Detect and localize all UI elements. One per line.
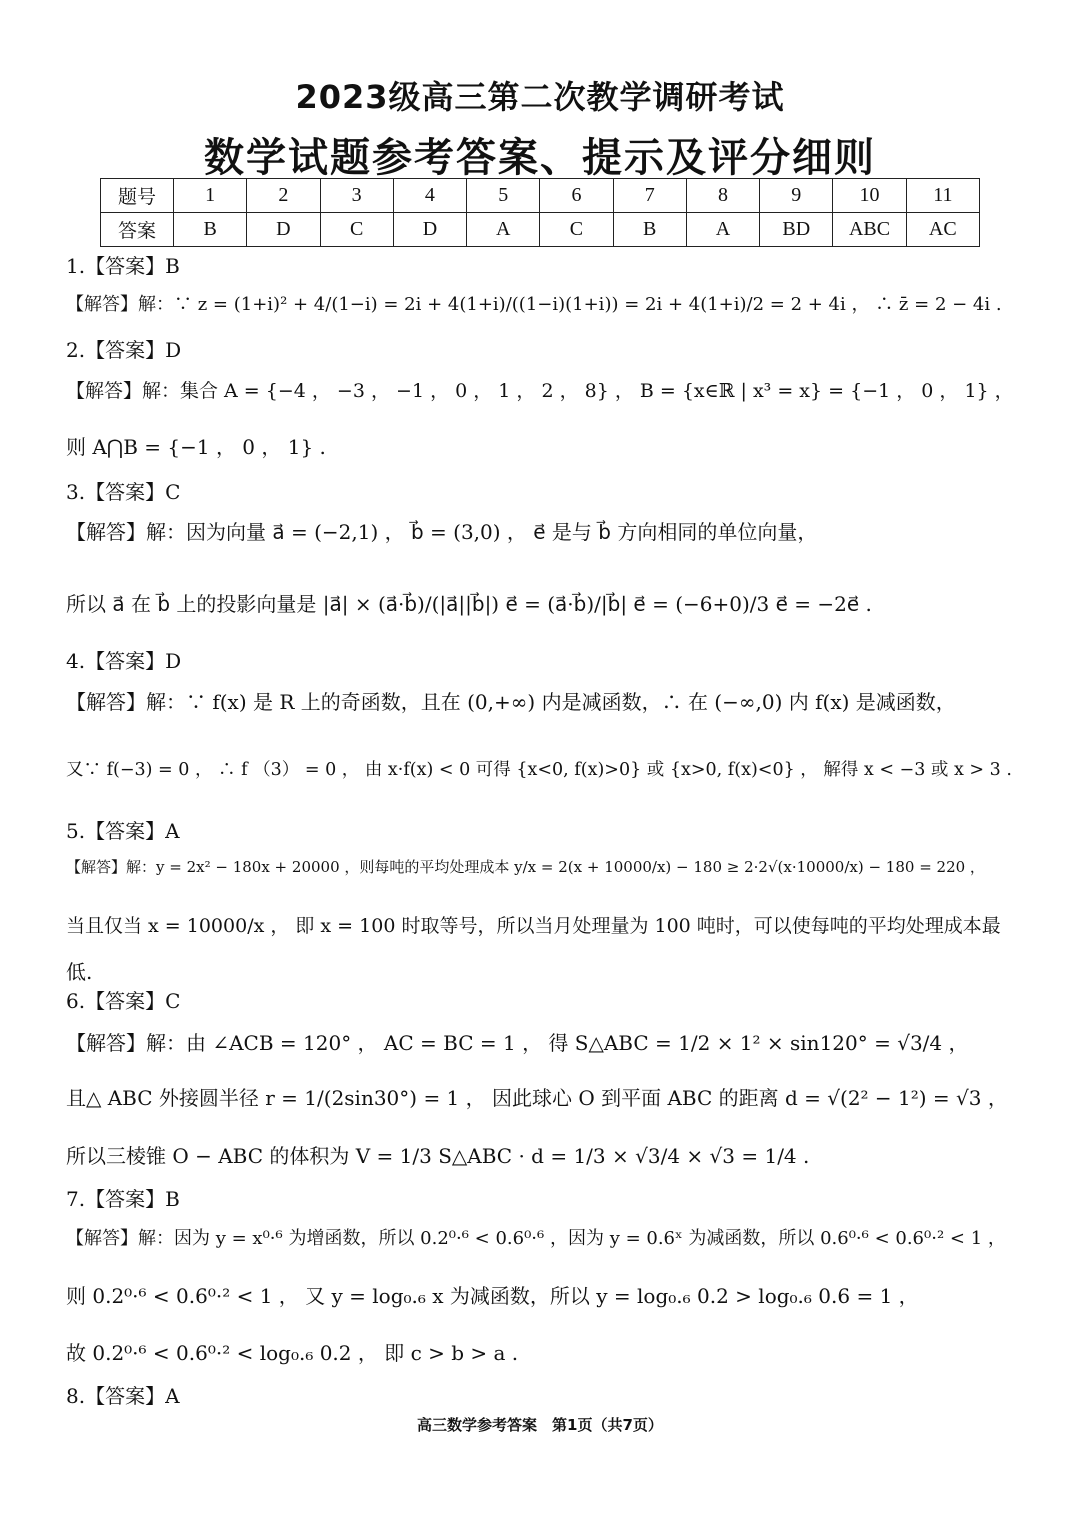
q4-solution-line: 又∵ f(−3) = 0 ， ∴ f （3） = 0 ， 由 x·f(x) < 0 可得 {x<0, f(x)>0} 或 {x>0, f(x)<0} ， 解得 x < −3 或 x > 3 . [66,760,1012,780]
row-label-answer: 答案 [101,213,174,247]
question-number: 6 [540,179,613,213]
answer-table [100,178,980,247]
q2-solution-line: 【解答】解：集合 A = {−4 ， −3 ， −1 ， 0 ， 1 ， 2 ， 8} ， B = {x∈ℝ | x³ = x} = {−1 ， 0 ， 1} ， [66,380,1014,402]
answer-cell: D [393,213,466,247]
question-number: 2 [247,179,320,213]
q3-answer-heading: 3.【答案】C [66,480,181,504]
q7-solution-line: 【解答】解：因为 y = x⁰·⁶ 为增函数，所以 0.2⁰·⁶ < 0.6⁰·⁶ ，因为 y = 0.6ˣ 为减函数，所以 0.6⁰·⁶ < 0.6⁰·² < 1 ， [66,1228,1006,1249]
answer-cell: AC [906,213,979,247]
question-number: 5 [467,179,540,213]
q2-solution-line: 则 A⋂B = {−1 ， 0 ， 1} . [66,435,326,459]
page-footer: 高三数学参考答案 第1页（共7页） [417,1416,663,1434]
answer-cell: A [467,213,540,247]
answer-row [101,213,980,247]
question-number: 1 [174,179,247,213]
q7-answer-heading: 7.【答案】B [66,1187,180,1211]
q6-solution-line: 所以三棱锥 O − ABC 的体积为 V = 1/3 S△ABC · d = 1/3 × √3/4 × √3 = 1/4 . [66,1144,810,1168]
q5-answer-heading: 5.【答案】A [66,819,180,843]
q3-solution-line: 所以 a⃗ 在 b⃗ 上的投影向量是 |a⃗| × (a⃗·b⃗)/(|a⃗||b⃗|) e⃗ = (a⃗·b⃗)/|b⃗| e⃗ = (−6+0)/3 e⃗ = −2e⃗ . [66,592,872,616]
q3-solution-line: 【解答】解：因为向量 a⃗ = (−2,1) ， b⃗ = (3,0) ， e⃗ 是与 b⃗ 方向相同的单位向量， [66,520,818,544]
q1-answer-heading: 1.【答案】B [66,254,180,278]
question-number: 7 [613,179,686,213]
q7-solution-line: 故 0.2⁰·⁶ < 0.6⁰·² < log₀.₆ 0.2 ， 即 c > b > a . [66,1341,519,1365]
q6-solution-line: 且△ ABC 外接圆半径 r = 1/(2sin30°) = 1 ， 因此球心 O 到平面 ABC 的距离 d = √(2² − 1²) = √3 ， [66,1086,1008,1110]
q5-solution-line: 当且仅当 x = 10000/x ， 即 x = 100 时取等号，所以当月处理量为 100 吨时，可以使每吨的平均处理成本最 [66,915,1001,937]
row-label-question: 题号 [101,179,174,213]
answer-cell: BD [760,213,833,247]
q4-solution-line: 【解答】解：∵ f(x) 是 R 上的奇函数，且在 (0,+∞) 内是减函数，∴ 在 (−∞,0) 内 f(x) 是减函数， [66,690,956,714]
q6-solution-line: 【解答】解：由 ∠ACB = 120° ， AC = BC = 1 ， 得 S△ABC = 1/2 × 1² × sin120° = √3/4 ， [66,1031,969,1055]
q5-solution-line: 低. [66,960,93,984]
answer-cell: A [686,213,759,247]
exam-title: 2023级高三第二次教学调研考试 [295,78,785,116]
question-number: 3 [320,179,393,213]
q8-answer-heading: 8.【答案】A [66,1384,180,1408]
q4-answer-heading: 4.【答案】D [66,649,182,673]
question-number: 8 [686,179,759,213]
q2-answer-heading: 2.【答案】D [66,338,182,362]
answer-cell: B [613,213,686,247]
answer-cell: D [247,213,320,247]
answer-cell: ABC [833,213,906,247]
question-number-row [101,179,980,213]
answer-cell: C [540,213,613,247]
q5-solution-line: 【解答】解：y = 2x² − 180x + 20000 ，则每吨的平均处理成本 y/x = 2(x + 10000/x) − 180 ≥ 2·2√(x·10000/x) − 180 = 220 ， [66,858,985,876]
question-number: 4 [393,179,466,213]
document-subtitle: 数学试题参考答案、提示及评分细则 [204,135,876,181]
question-number: 11 [906,179,979,213]
question-number: 9 [760,179,833,213]
answer-cell: C [320,213,393,247]
question-number: 10 [833,179,906,213]
q6-answer-heading: 6.【答案】C [66,989,181,1013]
answer-cell: B [174,213,247,247]
q7-solution-line: 则 0.2⁰·⁶ < 0.6⁰·² < 1 ， 又 y = log₀.₆ x 为减函数，所以 y = log₀.₆ 0.2 > log₀.₆ 0.6 = 1 ， [66,1284,919,1308]
q1-solution-line: 【解答】解：∵ z = (1+i)² + 4/(1−i) = 2i + 4(1+i)/((1−i)(1+i)) = 2i + 4(1+i)/2 = 2 + 4i ， ∴ z̄ = 2 − 4i . [66,294,1002,315]
